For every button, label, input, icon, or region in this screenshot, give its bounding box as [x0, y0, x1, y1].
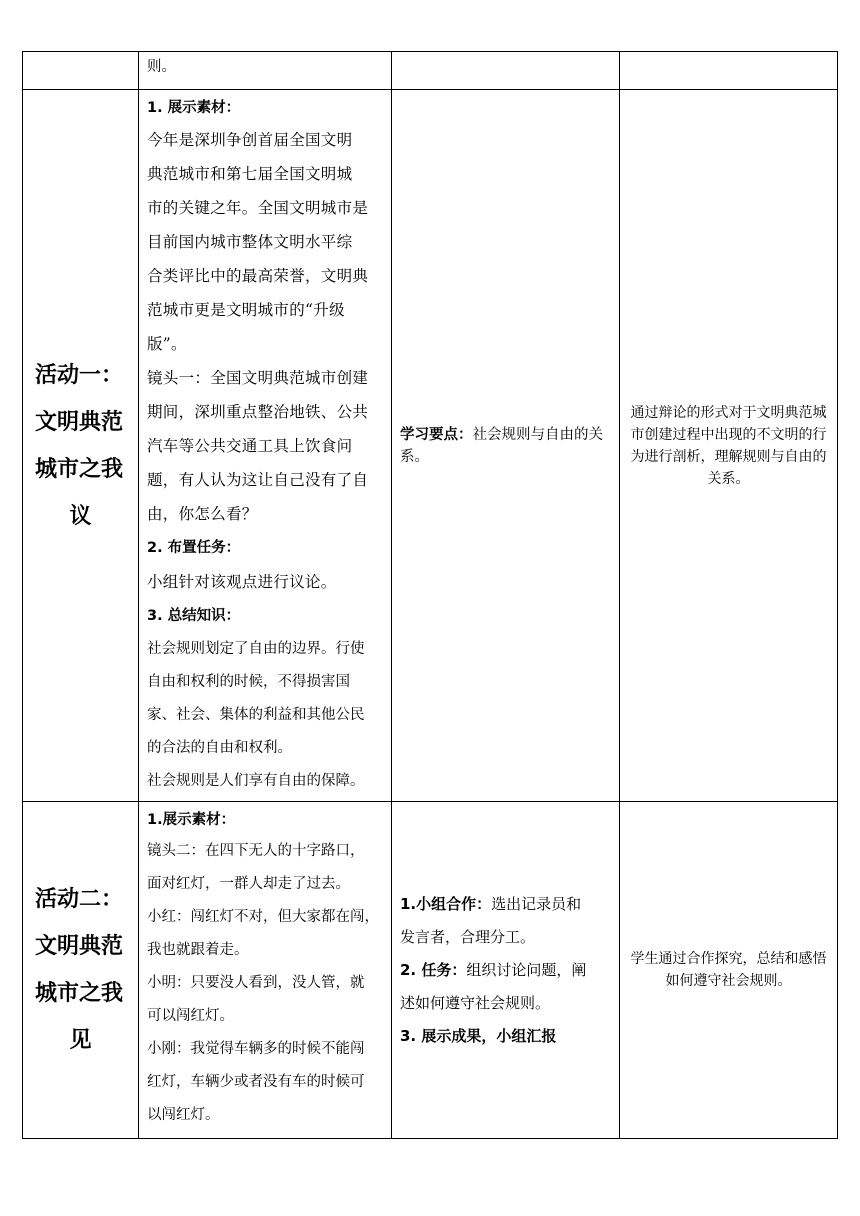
- activity2-task-item-3: 3. 展示成果，小组汇报: [400, 1026, 557, 1045]
- paragraph-line: 社会规则划定了自由的边界。行使: [147, 641, 365, 657]
- paragraph-line: 镜头二：在四下无人的十字路口，: [147, 843, 365, 859]
- table-row: [23, 90, 838, 802]
- paragraph-line: 的合法的自由和权利。: [147, 740, 292, 756]
- activity1-heading-task: 2. 布置任务：: [147, 540, 241, 556]
- table-row: [23, 802, 838, 1139]
- activity2-title-line1: 活动二：: [35, 887, 124, 912]
- paragraph-line: 小红：闯红灯不对，但大家都在闯，: [147, 909, 379, 925]
- activity1-title-line4: 议: [69, 503, 92, 529]
- activity1-title-line3: 城市之我: [35, 456, 124, 482]
- activity2-purpose-text: 学生通过合作探究，总结和感悟如何遵守社会规则。: [630, 951, 827, 989]
- activity2-title-line3: 城市之我: [35, 981, 124, 1006]
- activity2-title: [23, 876, 138, 1064]
- task-text: 述如何遵守社会规则。: [400, 993, 551, 1012]
- row0-col4-cell: [620, 52, 838, 90]
- activity2-task-item-2: [400, 954, 613, 987]
- activity1-keypoints: [392, 424, 619, 468]
- paragraph-line: 范城市更是文明城市的“升级: [147, 301, 345, 319]
- paragraph-line: 版”。: [147, 335, 187, 353]
- activity1-title-line1: 活动一：: [35, 362, 124, 388]
- paragraph-line: 社会规则是人们享有自由的保障。: [147, 773, 365, 789]
- activity1-title: [23, 352, 138, 540]
- activity2-title-line4: 见: [69, 1028, 92, 1053]
- lesson-plan-table: [22, 51, 838, 1139]
- keypoints-label: 学习要点：: [400, 426, 473, 443]
- row0-col2-cell: [139, 52, 392, 90]
- row0-continued-text: 则。: [147, 59, 176, 75]
- paragraph-line: 面对红灯，一群人却走了过去。: [147, 876, 350, 892]
- table-row: [23, 52, 838, 90]
- paragraph-line: 我也就跟着走。: [147, 942, 249, 958]
- task-label: 2. 任务：: [400, 960, 467, 979]
- activity2-title-line2: 文明典范: [35, 934, 124, 959]
- activity2-title-cell: [23, 802, 139, 1139]
- activity1-purpose-text: 通过辩论的形式对于文明典范城市创建过程中出现的不文明的行为进行剖析，理解规则与自由的关系。: [630, 404, 827, 487]
- paragraph-line: 题，有人认为这让自己没有了自: [147, 471, 369, 489]
- activity1-content: [139, 90, 391, 798]
- paragraph-line: 典范城市和第七届全国文明城: [147, 165, 353, 183]
- activity2-content: [139, 802, 391, 1132]
- task-text: 发言者，合理分工。: [400, 927, 536, 946]
- paragraph-line: 今年是深圳争创首届全国文明: [147, 131, 353, 149]
- activity1-task-text: 小组针对该观点进行议论。: [147, 573, 337, 591]
- paragraph-line: 期间，深圳重点整治地铁、公共: [147, 403, 369, 421]
- task-label: 1.小组合作：: [400, 894, 492, 913]
- keypoints-text: 社会规则与自由的关系。: [400, 426, 603, 465]
- activity1-title-cell: [23, 90, 139, 802]
- activity1-heading-summary: 3. 总结知识：: [147, 608, 241, 624]
- paragraph-line: 镜头一：全国文明典范城市创建: [147, 369, 369, 387]
- paragraph-line: 目前国内城市整体文明水平综: [147, 233, 353, 251]
- activity2-tasks-cell: [392, 802, 620, 1139]
- task-text: 组织讨论问题，阐: [466, 960, 587, 979]
- activity2-content-cell: [139, 802, 392, 1139]
- paragraph-line: 以闯红灯。: [147, 1107, 220, 1123]
- activity2-task-item-1: [400, 888, 613, 921]
- paragraph-line: 合类评比中的最高荣誉，文明典: [147, 267, 369, 285]
- activity1-keypoints-cell: [392, 90, 620, 802]
- activity1-title-line2: 文明典范: [35, 409, 124, 435]
- task-text: 选出记录员和: [491, 894, 582, 913]
- paragraph-line: 家、社会、集体的利益和其他公民: [147, 707, 365, 723]
- activity1-content-cell: [139, 90, 392, 802]
- activity2-heading-materials: 1.展示素材：: [147, 812, 236, 828]
- paragraph-line: 可以闯红灯。: [147, 1008, 234, 1024]
- row0-col1-cell: [23, 52, 139, 90]
- row0-col3-cell: [392, 52, 620, 90]
- paragraph-line: 由，你怎么看？: [147, 505, 258, 523]
- activity1-purpose-cell: [620, 90, 838, 802]
- paragraph-line: 自由和权利的时候，不得损害国: [147, 674, 350, 690]
- activity1-heading-materials: 1. 展示素材：: [147, 100, 241, 116]
- paragraph-line: 小明：只要没人看到，没人管，就: [147, 975, 365, 991]
- paragraph-line: 小刚：我觉得车辆多的时候不能闯: [147, 1041, 365, 1057]
- paragraph-line: 市的关键之年。全国文明城市是: [147, 199, 369, 217]
- activity2-tasks: [392, 888, 619, 1053]
- activity2-purpose-cell: [620, 802, 838, 1139]
- paragraph-line: 汽车等公共交通工具上饮食问: [147, 437, 353, 455]
- paragraph-line: 红灯，车辆少或者没有车的时候可: [147, 1074, 365, 1090]
